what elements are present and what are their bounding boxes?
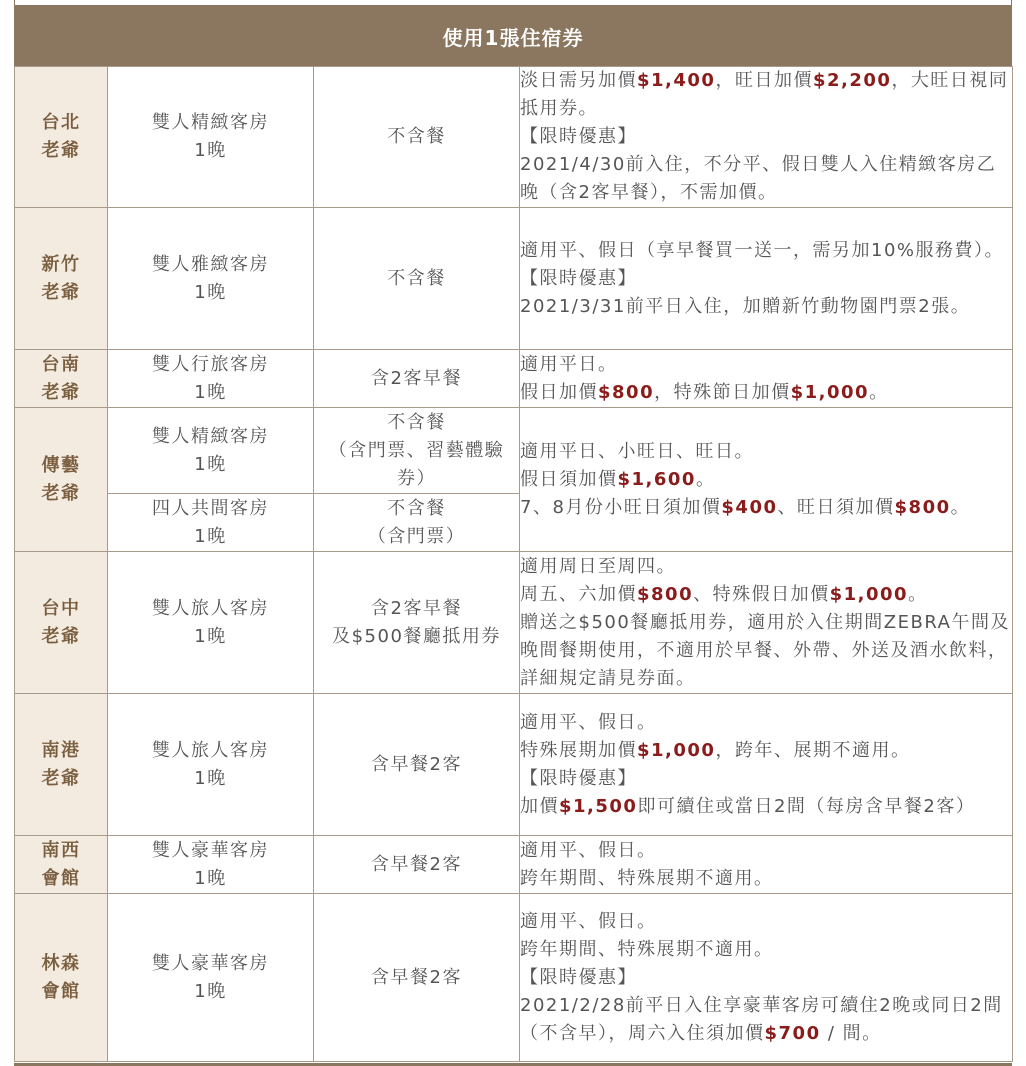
meal-plan-cell (314, 408, 520, 494)
price-value: $700 (764, 1022, 821, 1044)
room-type-cell (108, 552, 314, 694)
note-text: 、旺日須加價 (777, 496, 895, 518)
room-type: 1晚 (194, 867, 227, 889)
note-text: ，跨年、展期不適用。 (715, 739, 911, 761)
table-row (15, 552, 1013, 694)
room-type: 雙人雅緻客房 (152, 253, 269, 275)
hotel-name: 老爺 (41, 482, 81, 504)
hotel-name-cell (15, 408, 108, 552)
room-type: 雙人精緻客房 (152, 425, 269, 447)
note-paragraph (520, 908, 1012, 936)
hotel-name-cell (15, 694, 108, 836)
note-text: 淡日需另加價 (520, 70, 637, 91)
surcharge-note-cell (520, 408, 1013, 552)
note-text: 【限時優惠】 (520, 966, 637, 988)
room-type: 雙人豪華客房 (152, 952, 269, 974)
price-value: $800 (598, 381, 655, 403)
meal-plan: 含早餐2客 (371, 753, 462, 775)
meal-plan: 不含餐 (387, 411, 446, 433)
room-type: 四人共間客房 (152, 497, 269, 519)
note-paragraph (520, 151, 1012, 207)
hotel-name: 南西 (41, 839, 81, 861)
surcharge-note-cell (520, 694, 1013, 836)
surcharge-note-cell (520, 894, 1013, 1062)
table-row (15, 408, 1013, 494)
note-text: 贈送之$500餐廳抵用券，適用於入住期間ZEBRA午間及晚間餐期使用，不適用於早餐、外帶、外送及酒水飲料，詳細規定請見券面。 (520, 611, 1010, 689)
hotel-name-cell (15, 208, 108, 350)
meal-plan: 含早餐2客 (371, 966, 462, 988)
note-text: 適用平、假日。 (520, 839, 657, 861)
note-text: 。 (695, 468, 716, 490)
room-type: 雙人精緻客房 (152, 112, 269, 133)
hotel-name: 南港 (41, 739, 81, 761)
note-text: 。 (908, 583, 928, 605)
hotel-name: 台北 (41, 112, 81, 133)
table-body (15, 67, 1013, 1062)
hotel-name: 老爺 (41, 625, 81, 647)
table-row (15, 894, 1013, 1062)
room-type-cell (108, 208, 314, 350)
note-paragraph (520, 466, 1012, 494)
note-paragraph (520, 67, 1012, 123)
table-title: 使用1張住宿券 (442, 25, 584, 50)
hotel-rate-table (14, 66, 1013, 1062)
note-paragraph (520, 992, 1012, 1048)
note-text: 7、8月份小旺日須加價 (520, 496, 722, 518)
meal-plan: 含2客早餐 (371, 597, 462, 619)
note-paragraph (520, 293, 1012, 321)
hotel-name: 老爺 (41, 140, 81, 161)
note-paragraph (520, 379, 1012, 407)
table-row (15, 67, 1013, 208)
room-type: 1晚 (194, 767, 227, 789)
note-text: 特殊展期加價 (520, 739, 637, 761)
note-text: 。 (869, 381, 889, 403)
surcharge-note-cell (520, 552, 1013, 694)
price-value: $1,000 (790, 381, 870, 403)
table-row (15, 694, 1013, 836)
price-value: $400 (721, 496, 778, 518)
note-paragraph (520, 709, 1012, 737)
room-type-cell (108, 408, 314, 494)
hotel-name: 林森 (41, 952, 81, 974)
room-type: 1晚 (194, 140, 227, 161)
room-type-cell (108, 836, 314, 894)
price-value: $800 (637, 583, 694, 605)
hotel-name: 老爺 (41, 281, 81, 303)
price-value: $1,000 (829, 583, 909, 605)
table-row (15, 350, 1013, 408)
price-value: $1,500 (559, 795, 638, 817)
meal-plan-cell (314, 552, 520, 694)
room-type: 1晚 (194, 980, 227, 1002)
meal-plan: 不含餐 (387, 126, 446, 147)
note-text: 適用周日至周四。 (520, 555, 676, 577)
note-paragraph (520, 865, 1012, 893)
hotel-name-cell (15, 894, 108, 1062)
note-text: 周五、六加價 (520, 583, 637, 605)
note-paragraph (520, 237, 1012, 265)
meal-plan: 含2客早餐 (371, 367, 462, 389)
note-text: 、特殊假日加價 (693, 583, 830, 605)
note-text: 【限時優惠】 (520, 126, 637, 147)
note-paragraph (520, 609, 1012, 693)
note-text: 適用平日、小旺日、旺日。 (520, 440, 754, 462)
room-type-cell (108, 694, 314, 836)
note-text: 跨年期間、特殊展期不適用。 (520, 938, 774, 960)
meal-plan-cell (314, 67, 520, 208)
note-paragraph (520, 553, 1012, 581)
meal-plan: 含早餐2客 (371, 853, 462, 875)
hotel-name-cell (15, 67, 108, 208)
note-paragraph (520, 837, 1012, 865)
hotel-name: 傳藝 (41, 454, 81, 476)
room-type: 雙人旅人客房 (152, 739, 269, 761)
room-type: 雙人行旅客房 (152, 353, 269, 375)
note-paragraph (520, 737, 1012, 765)
note-text: 【限時優惠】 (520, 267, 637, 289)
hotel-name-cell (15, 350, 108, 408)
note-text: 2021/4/30前入住，不分平、假日雙人入住精緻客房乙晚（含2客早餐），不需加價。 (520, 154, 997, 203)
room-type-cell (108, 67, 314, 208)
hotel-name-cell (15, 552, 108, 694)
surcharge-note-cell (520, 208, 1013, 350)
table-row (15, 836, 1013, 894)
note-text: / 間。 (820, 1022, 882, 1044)
meal-plan: （含門票） (367, 525, 466, 547)
meal-plan-cell (314, 836, 520, 894)
note-text: ，旺日加價 (715, 70, 813, 91)
room-type: 1晚 (194, 381, 227, 403)
room-type: 1晚 (194, 525, 227, 547)
note-paragraph (520, 936, 1012, 964)
note-text: ，大旺日視同抵用券。 (520, 70, 1009, 119)
price-value: $1,000 (637, 739, 716, 761)
hotel-name: 老爺 (41, 381, 81, 403)
note-paragraph (520, 438, 1012, 466)
note-paragraph (520, 793, 1012, 821)
meal-plan-cell (314, 350, 520, 408)
note-text: 。 (950, 496, 971, 518)
room-type: 1晚 (194, 281, 227, 303)
hotel-name: 台中 (41, 597, 81, 619)
note-text: 假日須加價 (520, 468, 618, 490)
hotel-name: 老爺 (41, 767, 81, 789)
room-type-cell (108, 494, 314, 552)
hotel-name-cell (15, 836, 108, 894)
meal-plan-cell (314, 894, 520, 1062)
room-type: 雙人旅人客房 (152, 597, 269, 619)
note-text: 2021/2/28前平日入住享豪華客房可續住2晚或同日2間（不含早），周六入住須加價 (520, 994, 1003, 1044)
meal-plan: 不含餐 (387, 497, 446, 519)
note-text: 即可續住或當日2間（每房含早餐2客） (637, 795, 976, 817)
meal-plan: 及$500餐廳抵用券 (332, 625, 501, 647)
note-text: 適用平、假日（享早餐買一送一，需另加10%服務費）。 (520, 239, 1005, 261)
note-paragraph (520, 765, 1012, 793)
note-text: 加價 (520, 795, 559, 817)
room-type-cell (108, 894, 314, 1062)
note-text: 【限時優惠】 (520, 767, 637, 789)
note-paragraph (520, 351, 1012, 379)
meal-plan-cell (314, 694, 520, 836)
meal-plan: 不含餐 (387, 267, 446, 289)
surcharge-note-cell (520, 67, 1013, 208)
hotel-name: 台南 (41, 353, 81, 375)
room-type: 雙人豪華客房 (152, 839, 269, 861)
note-paragraph (520, 494, 1012, 522)
note-paragraph (520, 581, 1012, 609)
price-value: $800 (894, 496, 951, 518)
note-text: 適用平、假日。 (520, 910, 657, 932)
surcharge-note-cell (520, 836, 1013, 894)
price-value: $2,200 (812, 70, 892, 91)
price-value: $1,400 (637, 70, 716, 91)
note-text: 跨年期間、特殊展期不適用。 (520, 867, 774, 889)
table-row (15, 208, 1013, 350)
hotel-name: 會館 (41, 867, 81, 889)
hotel-name: 新竹 (41, 253, 81, 275)
hotel-name: 會館 (41, 980, 81, 1002)
note-text: 2021/3/31前平日入住，加贈新竹動物園門票2張。 (520, 295, 971, 317)
meal-plan: （含門票、習藝體驗券） (328, 439, 505, 489)
note-text: 適用平日。 (520, 353, 618, 375)
note-paragraph (520, 265, 1012, 293)
room-type: 1晚 (194, 625, 227, 647)
surcharge-note-cell (520, 350, 1013, 408)
note-text: 適用平、假日。 (520, 711, 657, 733)
note-paragraph (520, 964, 1012, 992)
note-paragraph (520, 123, 1012, 151)
note-text: ，特殊節日加價 (654, 381, 791, 403)
room-type: 1晚 (194, 453, 227, 475)
meal-plan-cell (314, 494, 520, 552)
note-text: 假日加價 (520, 381, 598, 403)
room-type-cell (108, 350, 314, 408)
table-header (14, 6, 1012, 66)
meal-plan-cell (314, 208, 520, 350)
price-value: $1,600 (617, 468, 696, 490)
